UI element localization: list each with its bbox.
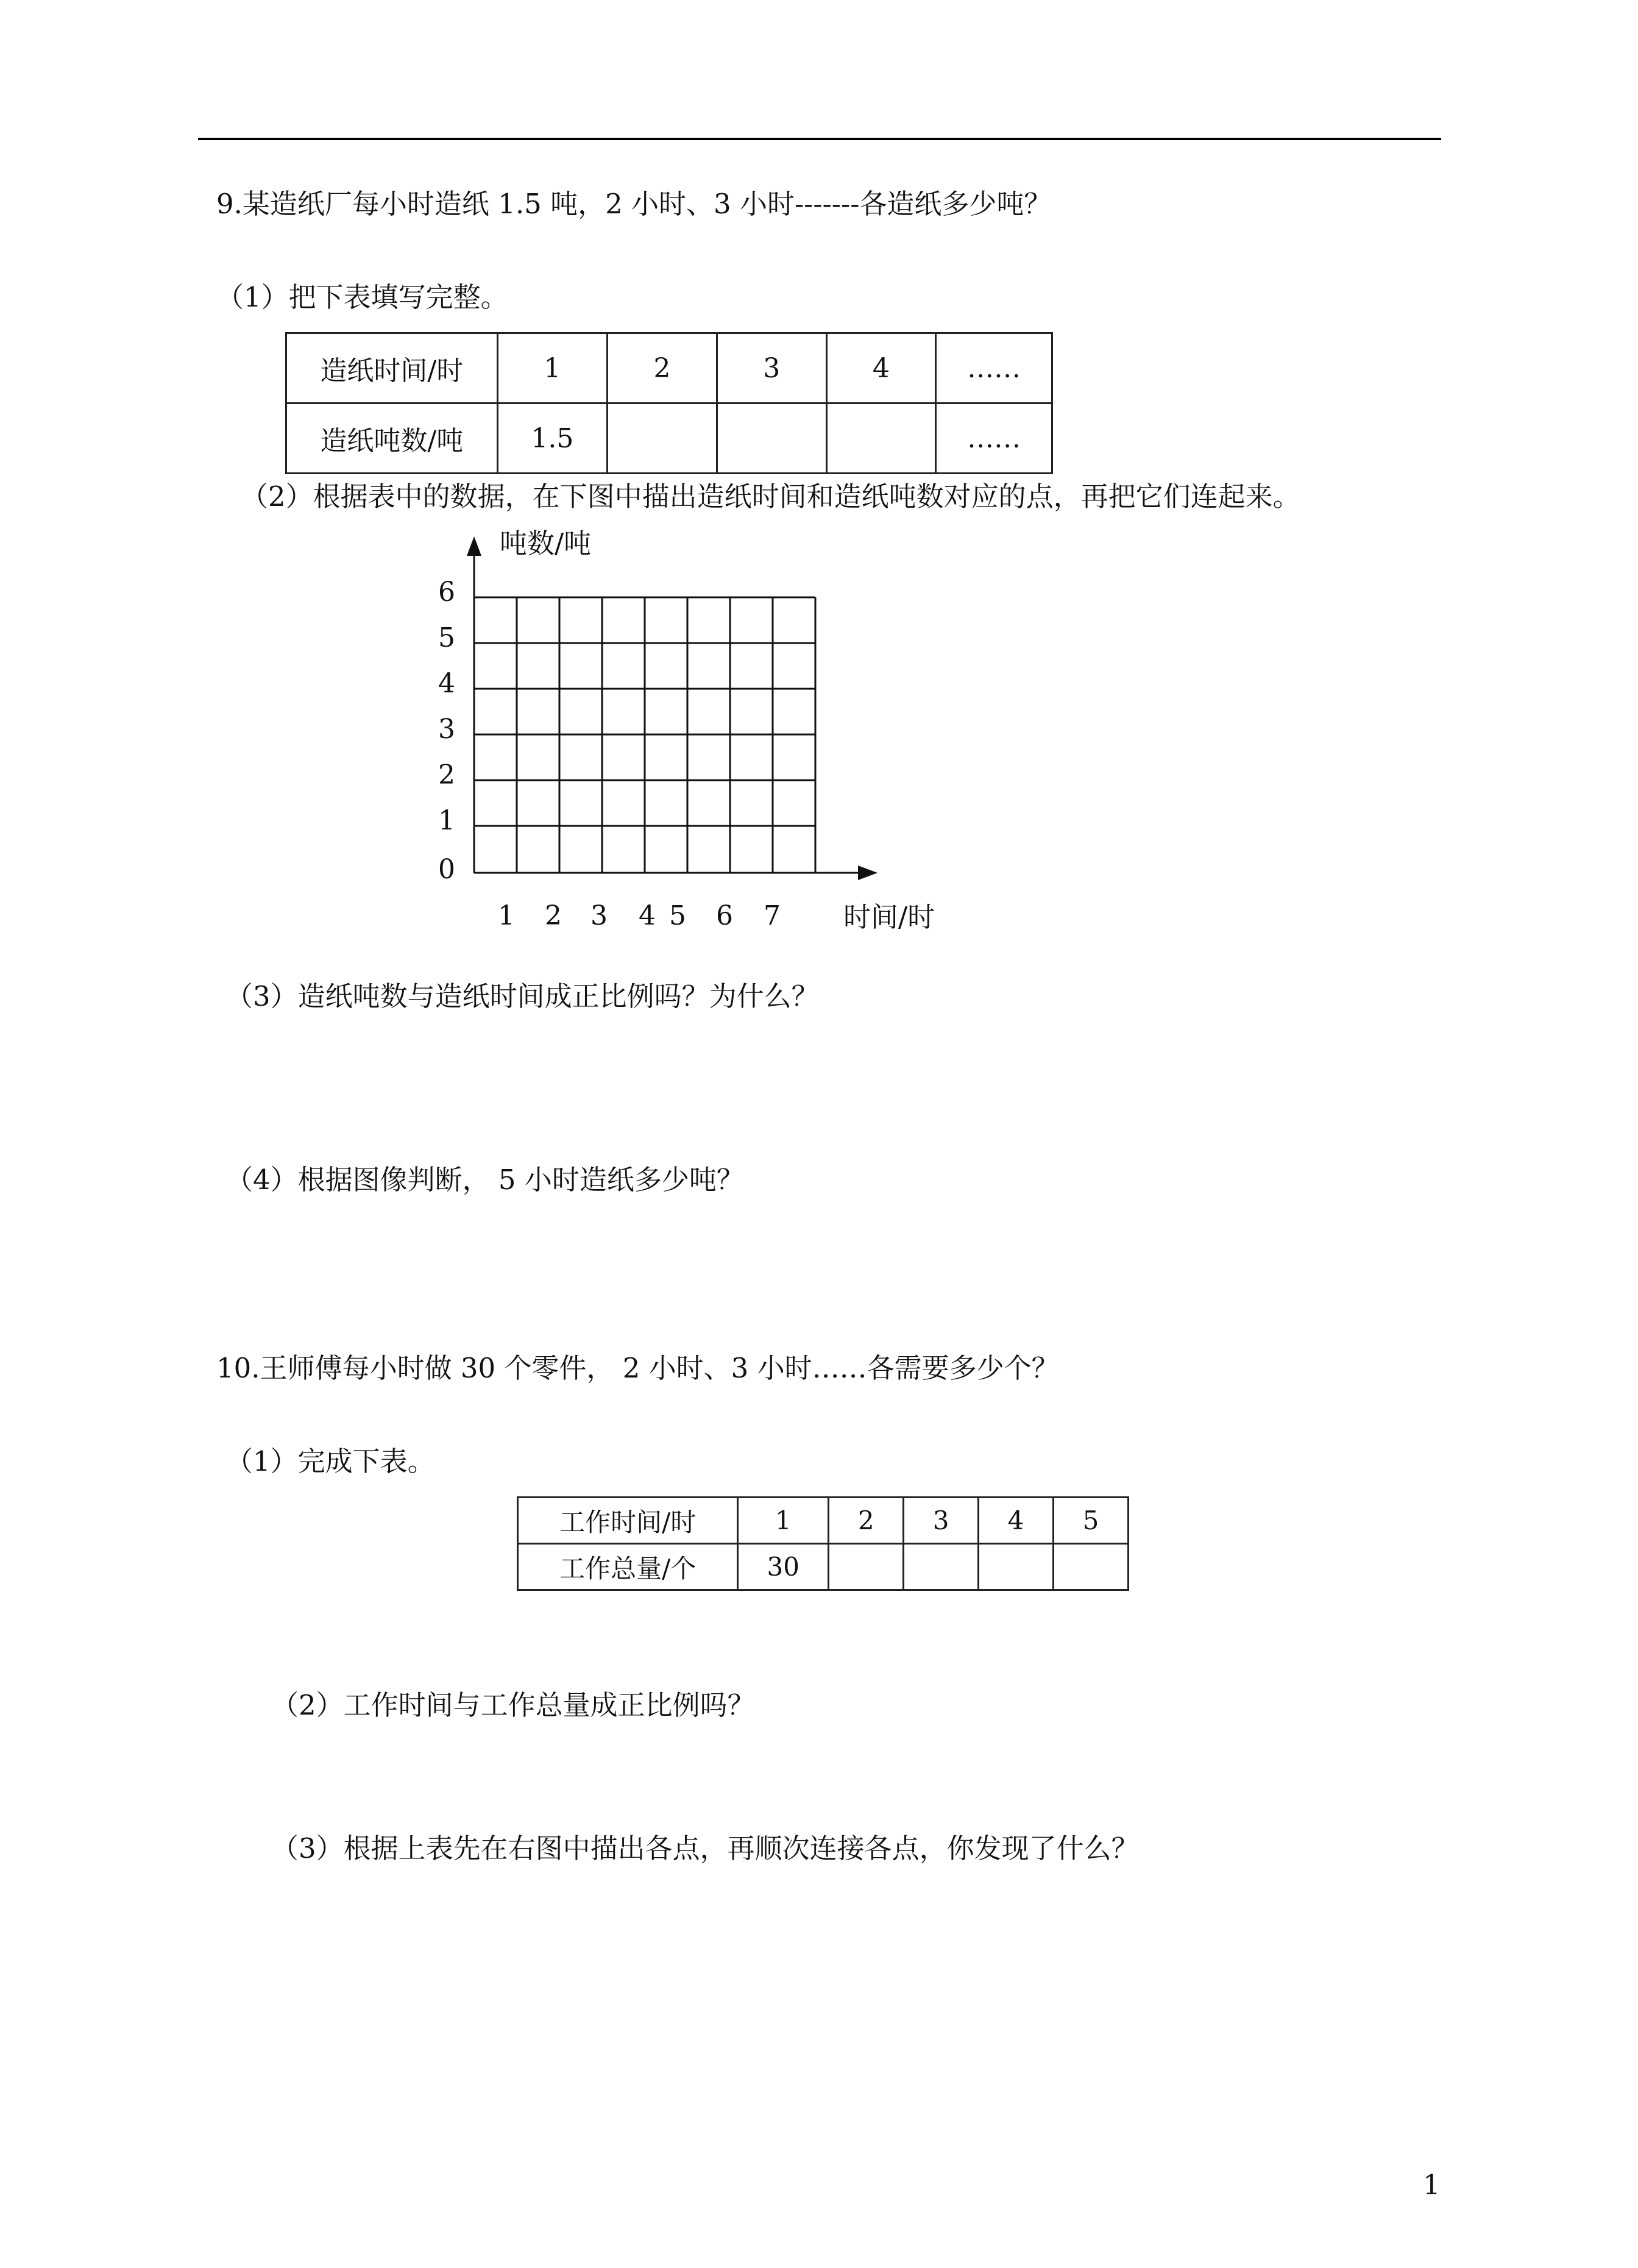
table-cell: 4 — [979, 1498, 1054, 1544]
table-row — [518, 1544, 1129, 1590]
page-number: 1 — [1423, 2169, 1441, 2201]
x-tick: 2 — [545, 900, 562, 931]
table-cell: 2 — [829, 1498, 904, 1544]
y-tick: 2 — [438, 759, 455, 791]
table-cell: 1 — [497, 333, 608, 403]
x-tick: 6 — [716, 900, 733, 931]
table-cell: …… — [936, 333, 1052, 403]
graph-lines — [0, 0, 1638, 975]
table-cell: 工作总量/个 — [518, 1544, 738, 1590]
x-axis-label: 时间/时 — [843, 901, 935, 933]
table-cell: 造纸时间/时 — [286, 333, 498, 403]
table-cell: 造纸吨数/吨 — [286, 403, 498, 474]
table-cell: 1.5 — [497, 403, 608, 474]
q10-part2: （2）工作时间与工作总量成正比例吗？ — [271, 1689, 755, 1721]
table-cell — [829, 1544, 904, 1590]
table-cell — [979, 1544, 1054, 1590]
table-cell: 5 — [1054, 1498, 1129, 1544]
y-tick: 4 — [438, 668, 455, 699]
q10-table — [517, 1496, 1129, 1591]
table-cell: 1 — [738, 1498, 829, 1544]
x-tick: 3 — [590, 900, 608, 931]
q9-title: 9.某造纸厂每小时造纸 1.5 吨，2 小时、3 小时-------各造纸多少吨？ — [216, 188, 1052, 220]
y-tick: 0 — [438, 854, 455, 885]
x-tick: 5 — [669, 900, 686, 931]
table-cell: 30 — [738, 1544, 829, 1590]
x-axis-arrow — [858, 866, 878, 880]
table-cell: 工作时间/时 — [518, 1498, 738, 1544]
table-cell — [1054, 1544, 1129, 1590]
q10-part1: （1）完成下表。 — [225, 1445, 435, 1477]
q9-part3: （3）造纸吨数与造纸时间成正比例吗？为什么？ — [225, 980, 819, 1012]
table-cell — [904, 1544, 979, 1590]
y-axis-label: 吨数/吨 — [500, 527, 592, 560]
x-tick: 1 — [498, 900, 515, 931]
table-cell: 3 — [904, 1498, 979, 1544]
y-axis-arrow — [467, 536, 481, 556]
y-tick: 5 — [438, 622, 455, 653]
x-tick: 7 — [764, 900, 781, 931]
table-row — [518, 1498, 1129, 1544]
q9-part2: （2）根据表中的数据，在下图中描出造纸时间和造纸吨数对应的点，再把它们连起来。 — [241, 480, 1300, 513]
q10-part3: （3）根据上表先在右图中描出各点，再顺次连接各点，你发现了什么？ — [271, 1832, 1139, 1865]
q9-part1: （1）把下表填写完整。 — [216, 281, 508, 313]
q10-title: 10.王师傅每小时做 30 个零件， 2 小时、3 小时……各需要多少个？ — [216, 1352, 1059, 1384]
y-tick: 1 — [438, 805, 455, 836]
table-cell: 3 — [717, 333, 826, 403]
y-tick: 6 — [438, 577, 455, 608]
y-tick: 3 — [438, 714, 455, 745]
x-tick: 4 — [639, 900, 656, 931]
table-cell: 2 — [608, 333, 717, 403]
q9-part4: （4）根据图像判断， 5 小时造纸多少吨？ — [225, 1164, 744, 1196]
table-cell: 4 — [826, 333, 936, 403]
table-cell: …… — [936, 403, 1052, 474]
